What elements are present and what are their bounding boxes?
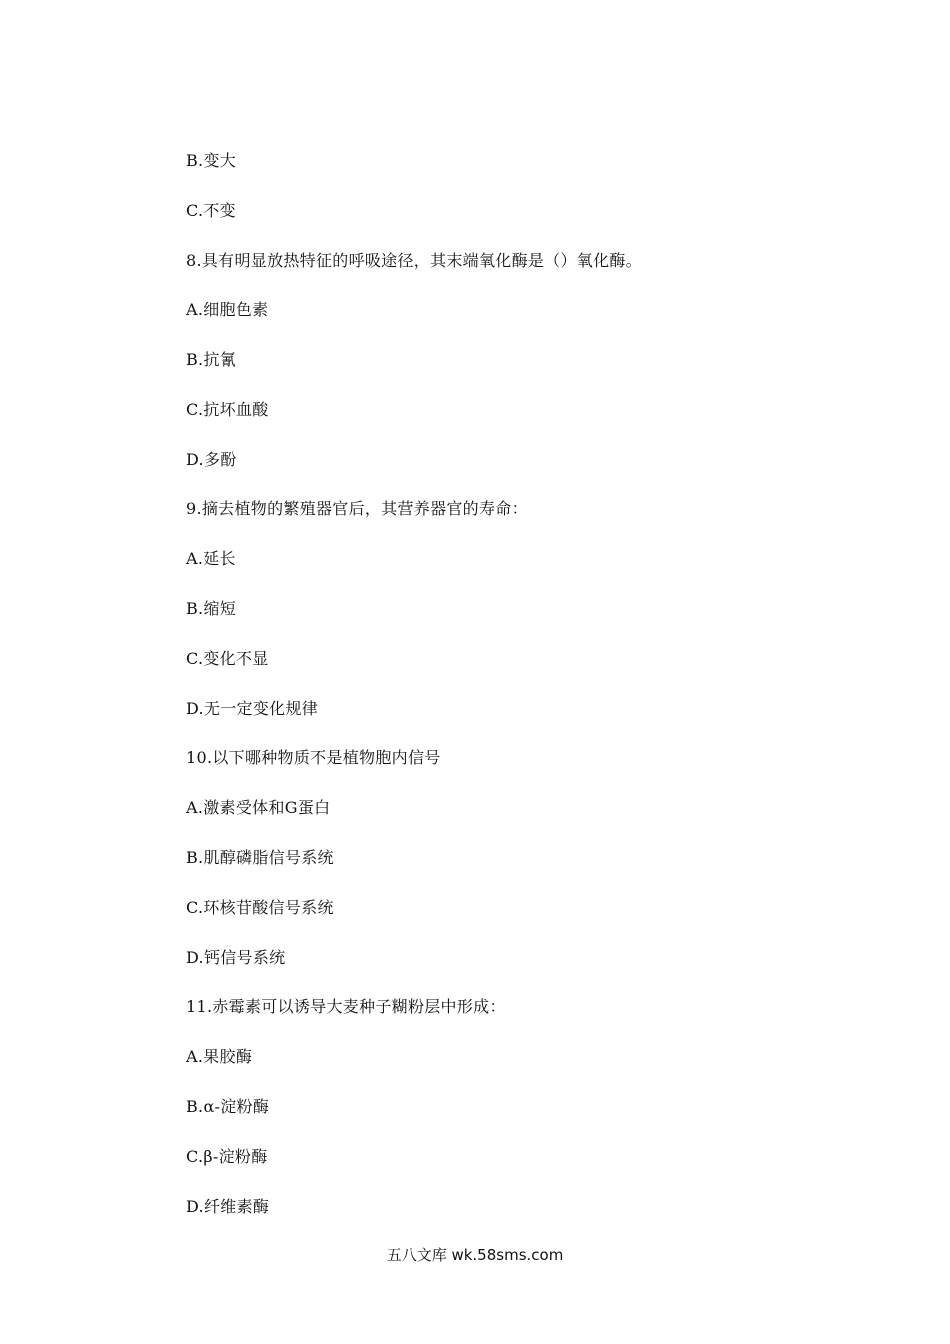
option-b-q10: B.肌醇磷脂信号系统	[186, 848, 334, 867]
question-8: 8.具有明显放热特征的呼吸途径，其末端氧化酶是（）氧化酶。	[186, 251, 642, 270]
option-d-q9: D.无一定变化规律	[186, 699, 319, 718]
option-c-q9: C.变化不显	[186, 649, 269, 668]
option-c-q7: C.不变	[186, 201, 236, 220]
option-d-q11: D.纤维素酶	[186, 1197, 270, 1216]
option-d-q8: D.多酚	[186, 450, 237, 469]
option-a-q11: A.果胶酶	[186, 1047, 253, 1066]
option-d-q10: D.钙信号系统	[186, 948, 286, 967]
option-b-q9: B.缩短	[186, 599, 237, 618]
option-c-q10: C.环核苷酸信号系统	[186, 898, 334, 917]
footer-watermark: 五八文库 wk.58sms.com	[386, 1246, 564, 1264]
option-c-q11: C.β-淀粉酶	[186, 1147, 268, 1166]
question-10: 10.以下哪种物质不是植物胞内信号	[186, 748, 441, 767]
option-b-q11: B.α-淀粉酶	[186, 1097, 270, 1116]
option-a-q10: A.激素受体和G蛋白	[186, 798, 331, 817]
question-11: 11.赤霉素可以诱导大麦种子糊粉层中形成：	[186, 997, 506, 1016]
option-b-q8: B.抗氰	[186, 350, 237, 369]
option-b-q7: B.变大	[186, 151, 237, 170]
option-a-q8: A.细胞色素	[186, 300, 269, 319]
option-c-q8: C.抗坏血酸	[186, 400, 269, 419]
question-9: 9.摘去植物的繁殖器官后，其营养器官的寿命：	[186, 499, 528, 518]
option-a-q9: A.延长	[186, 549, 236, 568]
